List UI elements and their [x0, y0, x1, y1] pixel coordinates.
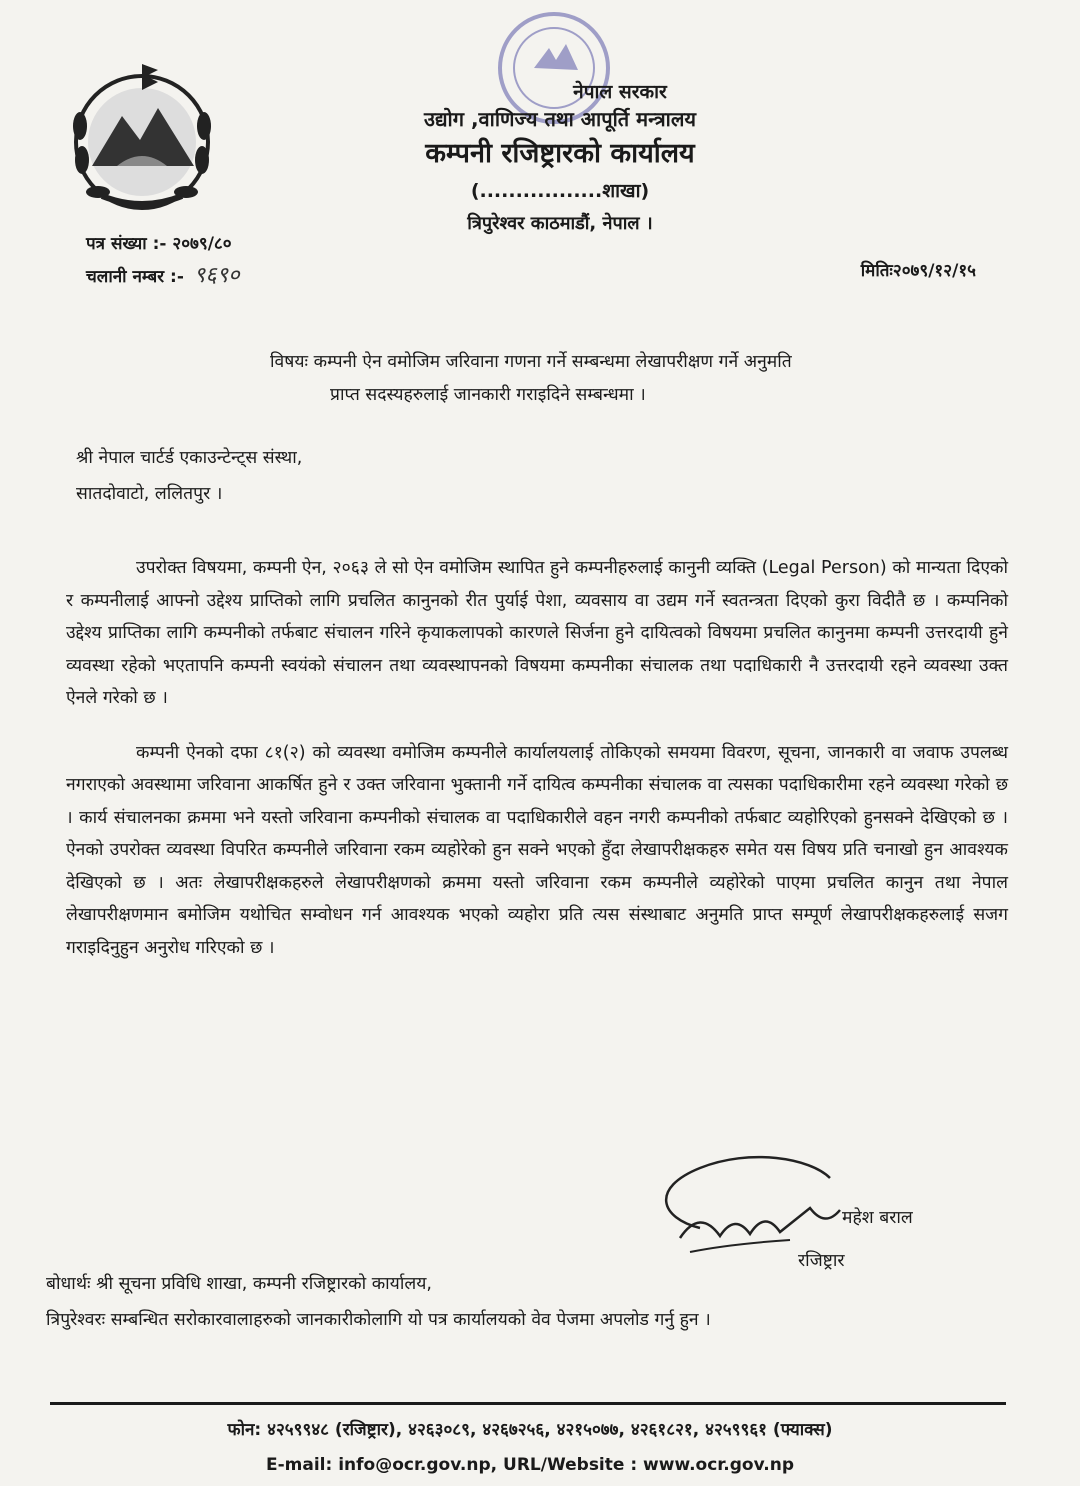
- subject-line-1: विषयः कम्पनी ऐन वमोजिम जरिवाना गणना गर्ने सम्बन्धमा लेखापरीक्षण गर्ने अनुमति: [270, 352, 792, 372]
- letter-subject: [270, 346, 1030, 412]
- handwritten-signature: [640, 1148, 900, 1258]
- copy-to-line-1: बोधार्थः श्री सूचना प्रविधि शाखा, कम्पनी रजिष्ट्रारको कार्यालय,: [46, 1274, 432, 1294]
- footer-web: E-mail: info@ocr.gov.np, URL/Website : www.ocr.gov.np: [265, 1455, 794, 1475]
- letter-footer: [50, 1410, 1010, 1480]
- signatory-name: महेश बराल: [842, 1208, 913, 1228]
- subject-line-2: प्राप्त सदस्यहरुलाई जानकारी गराइदिने सम्बन्धमा ।: [330, 385, 646, 405]
- dispatch-number-label: चलानी नम्बर :-: [86, 267, 184, 287]
- addressee: [76, 440, 302, 512]
- ministry-name: उद्योग ,वाणिज्य तथा आपूर्ति मन्त्रालय: [423, 107, 696, 131]
- branch-name: (.................शाखा): [470, 180, 650, 202]
- copy-to-line-2: त्रिपुरेश्वरः सम्बन्धित सरोकारवालाहरुको जानकारीकोलागि यो पत्र कार्यालयको वेव पेजमा अपलोड गर्नु हुन ।: [46, 1310, 711, 1330]
- dispatch-number: ९६९०: [193, 263, 240, 288]
- addressee-line-2: सातदोवाटो, ललितपुर ।: [76, 484, 223, 504]
- letter-body: [66, 552, 1008, 986]
- letter-meta: [86, 228, 240, 293]
- office-address: त्रिपुरेश्वर काठमाडौं, नेपाल ।: [467, 213, 653, 234]
- letter-number-row: [86, 228, 240, 260]
- body-paragraph-2: कम्पनी ऐनको दफा ८१(२) को व्यवस्था वमोजिम कम्पनीले कार्यालयलाई तोकिएको समयमा विवरण, सूचना, जानकारी वा जवाफ उपलब्ध नगराएको अवस्थामा जरिवाना आकर्षित हुने र उक्त जरिवाना भुक्तानी गर्ने दायित्व कम्पनीका संचालक वा त्यसका पदाधिकारीमा रहने व्यवस्था गरेको छ । कार्य संचालनका क्रममा भने यस्तो जरिवाना कम्पनीको संचालक वा पदाधिकारीले वहन नगरी कम्पनीको तर्फबाट व्यहोरिएको हुनसक्ने देखिएको छ । ऐनको उपरोक्त व्यवस्था विपरित कम्पनीले जरिवाना रकम व्यहोरेको हुन सक्ने भएको हुँदा लेखापरीक्षकहरु समेत यस विषय प्रति चनाखो हुन आवश्यक देखिएको छ । अतः लेखापरीक्षकहरुले लेखापरीक्षणको क्रममा यस्तो जरिवाना रकम कम्पनीले व्यहोरेको पाएमा प्रचलित कानुन तथा नेपाल लेखापरीक्षणमान बमोजिम यथोचित सम्वोधन गर्न आवश्यक भएको व्यहोरा प्रति त्यस संस्थाबाट अनुमति प्राप्त सम्पूर्ण लेखापरीक्षकहरुलाई सजग गराइदिनुहुन अनुरोध गरिएको छ ।: [66, 742, 1008, 958]
- letterhead: [300, 80, 820, 240]
- office-name: कम्पनी रजिष्ट्रारको कार्यालय: [425, 138, 695, 169]
- footer-divider: [50, 1402, 1006, 1405]
- letter-number-label: पत्र संख्या :-: [86, 234, 167, 254]
- signatory-title: रजिष्ट्रार: [798, 1251, 845, 1271]
- letter-number: २०७९/८०: [172, 234, 232, 254]
- nepal-emblem-icon: [62, 56, 222, 216]
- body-paragraph-1: उपरोक्त विषयमा, कम्पनी ऐन, २०६३ ले सो ऐन वमोजिम स्थापित हुने कम्पनीहरुलाई कानुनी व्यक्ति (Legal Person) को मान्यता दिएको र कम्पनीलाई आफ्नो उद्देश्य प्राप्तिको लागि प्रचलित कानुनको रीत पुर्याई पेशा, व्यवसाय वा उद्यम गर्ने स्वतन्त्रता दिएको कुरा विदीतै छ । कम्पनिको उद्देश्य प्राप्तिका लागि कम्पनीको तर्फबाट संचालन गरिने कृयाकलापको कारणले सिर्जना हुने दायित्वको विषयमा प्रचलित कानुनमा कम्पनी उत्तरदायी हुने व्यवस्था रहेको भएतापनि कम्पनी स्वयंको संचालन तथा व्यवस्थापनको विषयमा कम्पनीका संचालक तथा पदाधिकारी नै उत्तरदायी रहने व्यवस्था उक्त ऐनले गरेको छ ।: [66, 558, 1008, 708]
- letter-date: मितिः२०७९/१२/१५: [860, 261, 976, 281]
- footer-phone: फोन: ४२५९९४८ (रजिष्ट्रार), ४२६३०८९, ४२६७२५६, ४२१५०७७, ४२६१८२१, ४२५९९६१ (फ्याक्स): [227, 1420, 833, 1440]
- copy-to: [46, 1266, 1026, 1338]
- government-name: नेपाल सरकार: [573, 81, 667, 103]
- dispatch-number-row: [86, 260, 240, 293]
- addressee-line-1: श्री नेपाल चार्टर्ड एकाउन्टेन्ट्स संस्था,: [76, 448, 303, 468]
